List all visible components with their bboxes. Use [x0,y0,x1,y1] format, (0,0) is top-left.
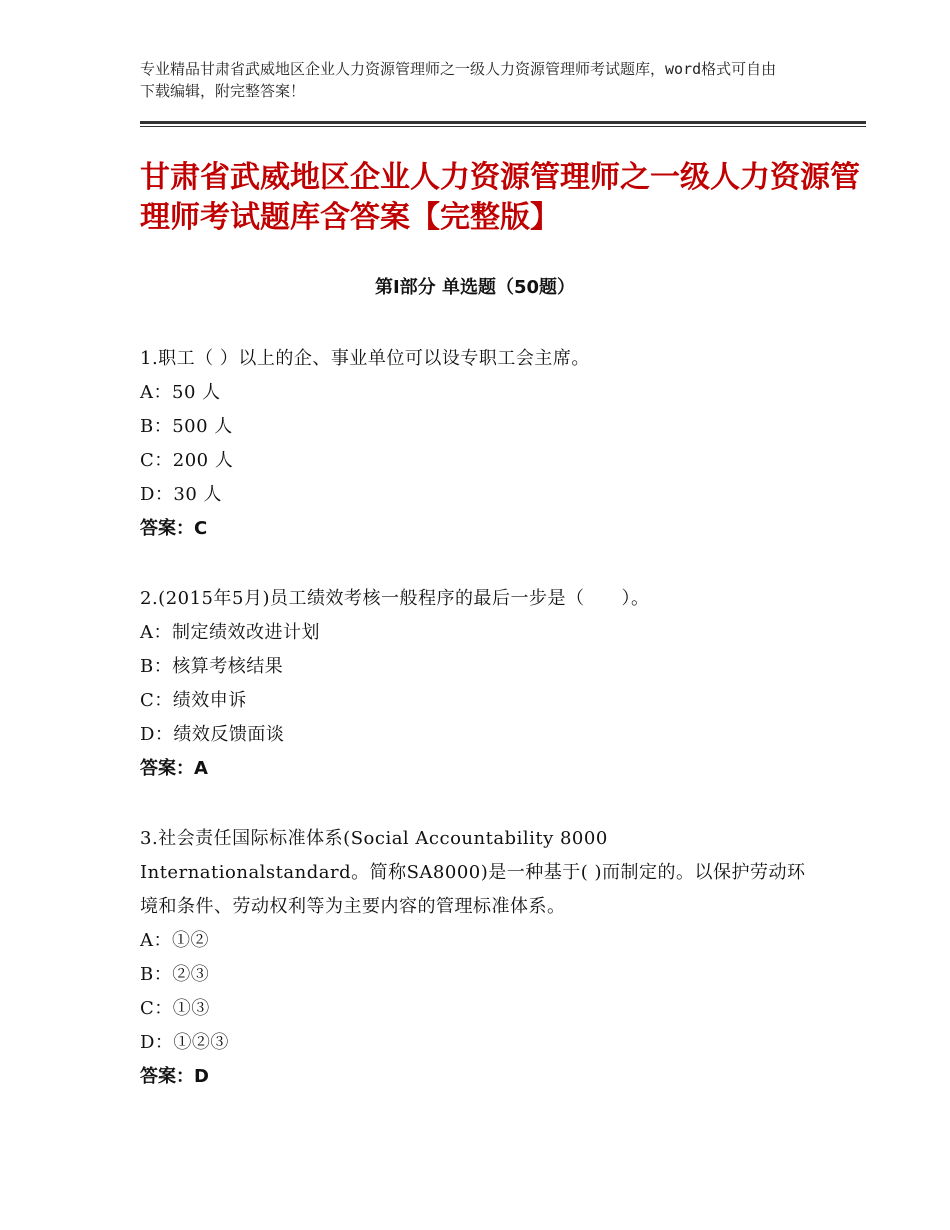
option-c: C：绩效申诉 [140,690,247,711]
option-c: C：200 人 [140,450,234,471]
document-title: 甘肃省武威地区企业人力资源管理师之一级人力资源管理师考试题库含答案【完整版】 [140,160,860,235]
header-divider-thin [140,126,866,127]
question-list [140,342,820,1130]
option-b: B：500 人 [140,416,233,437]
option-b: B：核算考核结果 [140,656,284,677]
header-divider-thick [140,121,866,124]
option-a: A：①② [140,930,209,951]
option-d: D：①②③ [140,1032,229,1053]
question-2 [140,582,820,786]
answer: 答案：D [140,1066,209,1087]
option-a: A：50 人 [140,382,221,403]
option-a: A：制定绩效改进计划 [140,622,320,643]
option-b: B：②③ [140,964,210,985]
option-c: C：①③ [140,998,210,1019]
question-1 [140,342,820,546]
question-text: 1.职工（ ）以上的企、事业单位可以设专职工会主席。 [140,348,590,369]
option-d: D：30 人 [140,484,223,505]
question-3 [140,822,820,1094]
option-d: D：绩效反馈面谈 [140,724,285,745]
question-text: 3.社会责任国际标准体系(Social Accountability 8000 Internationalstandard。简称SA8000)是一种基于( )而制定的。以保护劳动环境和条件、劳动权利等为主要内容的管理标准体系。 [140,828,806,917]
answer: 答案：A [140,758,208,779]
question-text: 2.(2015年5月)员工绩效考核一般程序的最后一步是（ ）。 [140,588,650,609]
section-title: 第Ⅰ部分 单选题（50题） [374,277,575,298]
header-note: 专业精品甘肃省武威地区企业人力资源管理师之一级人力资源管理师考试题库，word格式可自由下载编辑，附完整答案！ [140,60,777,100]
answer: 答案：C [140,518,208,539]
